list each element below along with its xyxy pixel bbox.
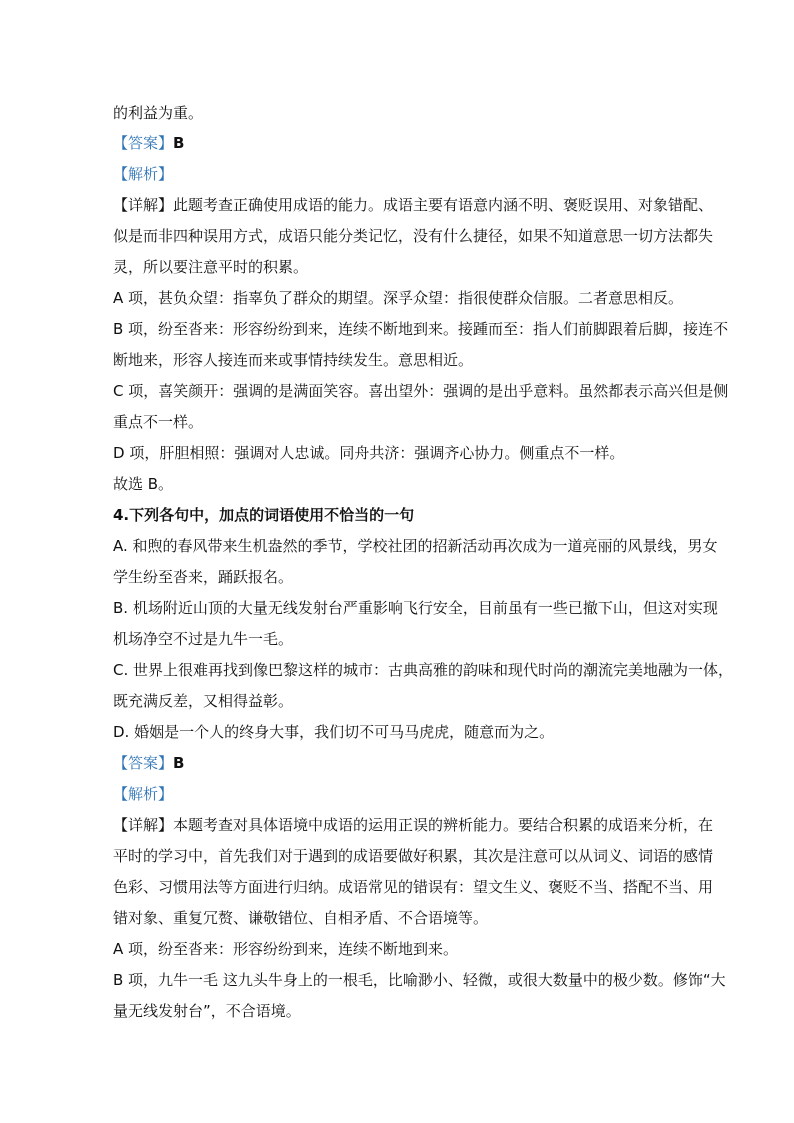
text-line: A 项，甚负众望：指辜负了群众的期望。深孚众望：指很使群众信服。二者意思相反。	[113, 289, 684, 307]
answer-line	[113, 133, 184, 153]
detail-tag: 【详解】	[113, 816, 174, 834]
answer-value: B	[173, 754, 185, 772]
answer-tag: 【答案】	[113, 754, 174, 772]
text-line: C 项，喜笑颜开：强调的是满面笑容。喜出望外：强调的是出乎意料。虽然都表示高兴但是侧	[113, 382, 729, 400]
option-d: D. 婚姻是一个人的终身大事，我们切不可马马虎虎，随意而为之。	[113, 723, 555, 741]
answer-line	[113, 753, 184, 773]
text-line: 故选 B。	[113, 475, 174, 493]
answer-tag: 【答案】	[113, 134, 174, 152]
option-a: A. 和煦的春风带来生机盎然的季节，学校社团的招新活动再次成为一道亮丽的风景线，男女	[113, 537, 718, 555]
answer-value: B	[173, 134, 185, 152]
text-line: 平时的学习中，首先我们对于遇到的成语要做好积累，其次是注意可以从词义、词语的感情	[113, 847, 714, 865]
text-line: 的利益为重。	[113, 104, 204, 122]
text-line: D 项，肝胆相照：强调对人忠诚。同舟共济：强调齐心协力。侧重点不一样。	[113, 444, 625, 462]
text-line: 量无线发射台”，不合语境。	[113, 1002, 301, 1020]
text-line: A 项，纷至沓来：形容纷纷到来，连续不断地到来。	[113, 940, 459, 958]
text-line: 灵，所以要注意平时的积累。	[113, 258, 309, 276]
option-c: C. 世界上很难再找到像巴黎这样的城市：古典高雅的韵味和现代时尚的潮流完美地融为一体，	[113, 661, 734, 679]
detail-text: 本题考查对具体语境中成语的运用正误的辨析能力。要结合积累的成语来分析，在	[173, 816, 714, 834]
text-line: 重点不一样。	[113, 413, 204, 431]
detail-text: 此题考查正确使用成语的能力。成语主要有语意内涵不明、褒贬误用、对象错配、	[173, 196, 714, 214]
analysis-tag: 【解析】	[113, 785, 174, 803]
text-line: B 项，九牛一毛 这九头牛身上的一根毛，比喻渺小、轻微，或很大数量中的极少数。修饰“大	[113, 971, 726, 989]
question-title: 4.下列各句中，加点的词语使用不恰当的一句	[113, 506, 415, 524]
detail-line	[113, 815, 713, 835]
text-line: 色彩、习惯用法等方面进行归纳。成语常见的错误有：望文生义、褒贬不当、搭配不当、用	[113, 878, 714, 896]
text-line: 机场净空不过是九牛一毛。	[113, 630, 294, 648]
text-line: B 项，纷至沓来：形容纷纷到来，连续不断地到来。接踵而至：指人们前脚跟着后脚，接连不	[113, 320, 729, 338]
text-line: 学生纷至沓来，踊跃报名。	[113, 568, 294, 586]
option-b: B. 机场附近山顶的大量无线发射台严重影响飞行安全，目前虽有一些已撤下山，但这对实现	[113, 599, 718, 617]
detail-line	[113, 195, 713, 215]
text-line: 既充满反差，又相得益彰。	[113, 692, 294, 710]
text-line: 错对象、重复冗赘、谦敬错位、自相矛盾、不合语境等。	[113, 909, 489, 927]
analysis-tag: 【解析】	[113, 165, 174, 183]
detail-tag: 【详解】	[113, 196, 174, 214]
text-line: 似是而非四种误用方式，成语只能分类记忆，没有什么捷径，如果不知道意思一切方法都失	[113, 227, 714, 245]
text-line: 断地来，形容人接连而来或事情持续发生。意思相近。	[113, 351, 474, 369]
